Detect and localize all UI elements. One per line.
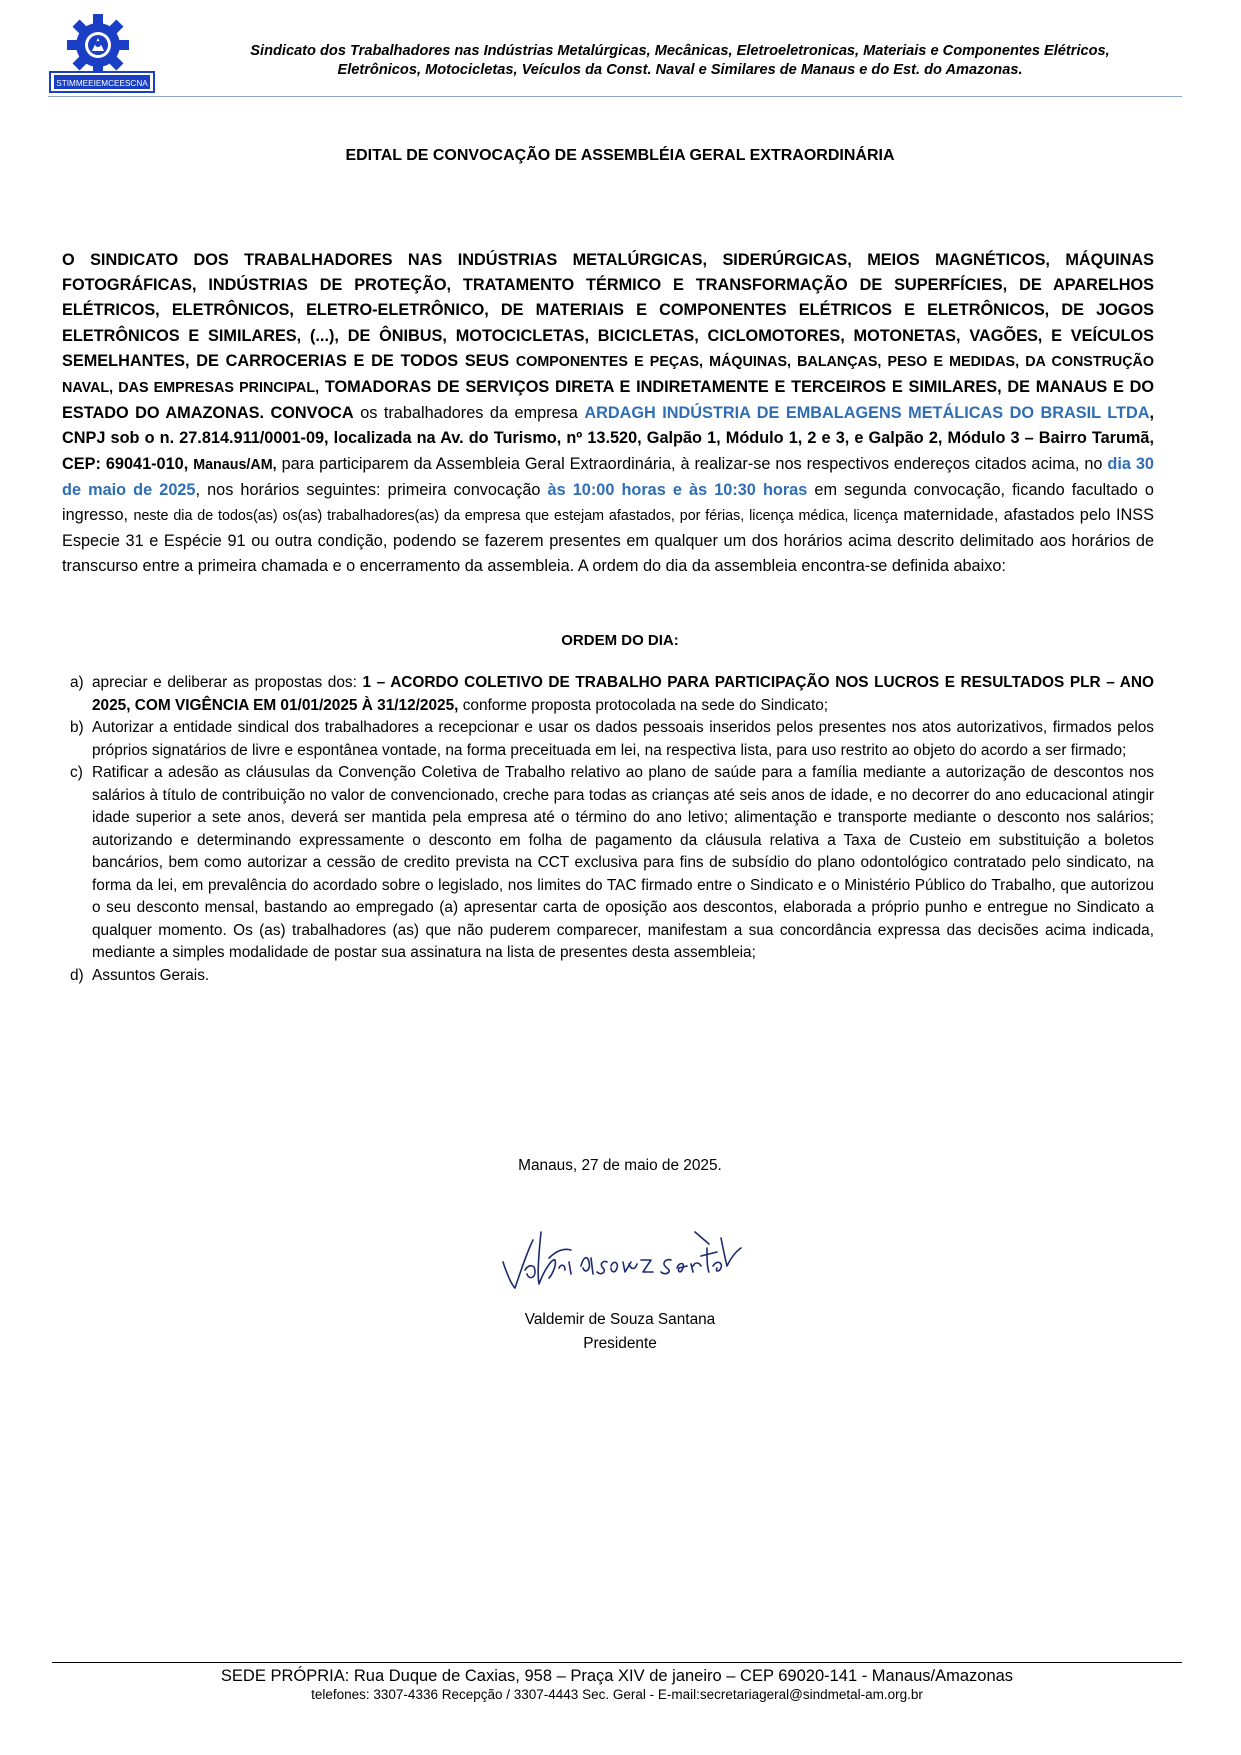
union-name-line1: Sindicato dos Trabalhadores nas Indústrias Metalúrgicas, Mecânicas, Eletroeletronicas, Materiais e Componentes Elétricos, bbox=[250, 43, 1110, 59]
union-gear-logo bbox=[48, 12, 168, 94]
intro-convoca: TOMADORAS DE SERVIÇOS DIRETA E INDIRETAMENTE E TERCEIROS E SIMILARES, DE MANAUS E DO ESTADO DO AMAZONAS. CONVOCA bbox=[62, 378, 1154, 423]
agenda-item-c bbox=[70, 762, 1154, 965]
footer-divider bbox=[52, 1662, 1182, 1663]
footer bbox=[52, 1666, 1182, 1703]
agenda-item-c-text: Ratificar a adesão as cláusulas da Convenção Coletiva de Trabalho relativo ao plano de saúde para a família mediante a autorização de descontos nos salários à título de contribuição no valor de convencionado, creche para todas as crianças até seis anos de idade, e no decorrer do ano educacional atingir idade superior a sete anos, deverá ser mantida pela empresa até o término do ano letivo; alimentação e transporte mediante o desconto nos salários; autorizando e determinando expressamente o desconto em folha de pagamento da cláusula relativa a Taxa de Custeio em substituição a boletos bancários, bem como autorizar a cessão de credito prevista na CCT exclusiva para fins de subsídio do plano odontológico contratado pelo sindicato, na forma da lei, em prevalência do acordado sobre o legislado, nos limites do TAC firmado entre o Sindicato e o Ministério Público do Trabalho, que autorizou o seu desconto mensal, bastando ao empregado (a) apresentar carta de oposição aos descontos, elaborada a próprio punho e entregue no Sindicato a qualquer momento. Os (as) trabalhadores (as) que não puderem comparecer, manifestam a sua concordância expressa das decisões acima indicada, mediante a simples modalidade de postar sua assinatura na lista de presentes desta assembleia; bbox=[92, 764, 1154, 961]
signer-role: Presidente bbox=[583, 1335, 657, 1352]
intro-union-name-small: COMPONENTES E PEÇAS, MÁQUINAS, BALANÇAS, PESO E MEDIDAS, DA CONSTRUÇÃO NAVAL, DAS EMPRESAS PRINCIPAL, bbox=[62, 353, 1154, 397]
document-title: EDITAL DE CONVOCAÇÃO DE ASSEMBLÉIA GERAL EXTRAORDINÁRIA bbox=[345, 147, 895, 164]
agenda-item-b bbox=[70, 717, 1154, 762]
agenda-marker: d) bbox=[70, 966, 84, 984]
footer-address: SEDE PRÓPRIA: Rua Duque de Caxias, 958 – Praça XIV de janeiro – CEP 69020-141 - Manaus/Amazonas bbox=[220, 1667, 1014, 1685]
assembly-hours: às 10:00 horas e às 10:30 horas bbox=[547, 480, 808, 499]
agenda-item-b-text: Autorizar a entidade sindical dos trabalhadores a recepcionar e usar os dados pessoais inseridos pelos presentes nos atos autorizativos, firmados pelos próprios signatários de livre e espontânea vontade, na forma preceituada em lei, na respectiva lista, para uso restrito ao objeto do acordo a ser firmado; bbox=[92, 719, 1154, 759]
logo-text: STIMMEEIEMCEESCNA bbox=[56, 79, 148, 88]
agenda-marker: c) bbox=[70, 764, 83, 781]
agenda-marker: a) bbox=[70, 674, 84, 691]
letterhead bbox=[48, 12, 1182, 96]
intro-union-name: O SINDICATO DOS TRABALHADORES NAS INDÚSTRIAS METALÚRGICAS, SIDERÚRGICAS, MEIOS MAGNÉTICOS, MÁQUINAS FOTOGRÁFICAS, INDÚSTRIAS DE PROTEÇÃO, TRATAMENTO TÉRMICO E TRANSFORMAÇÃO DE SUPERFÍCIES, DE APARELHOS ELÉTRICOS, ELETRÔNICOS, ELETRO-ELETRÔNICO, DE MATERIAIS E COMPONENTES ELÉTRICOS E ELETRÔNICOS, DE JOGOS ELETRÔNICOS E SIMILARES, (...), DE ÔNIBUS, MOTOCICLETAS, BICICLETAS, CICLOMOTORES, MOTONETAS, VAGÕES, E VEÍCULOS SEMELHANTES, DE CARROCERIAS E DE TODOS SEUS bbox=[62, 251, 1154, 370]
handwritten-signature bbox=[495, 1218, 747, 1300]
agenda-item-a-bold: 1 – ACORDO COLETIVO DE TRABALHO PARA PARTICIPAÇÃO NOS LUCROS E RESULTADOS PLR – ANO 2025, COM VIGÊNCIA EM 01/01/2025 À 31/12/2025, bbox=[92, 674, 1154, 714]
signing-date: Manaus, 27 de maio de 2025. bbox=[518, 1157, 722, 1174]
signer-block bbox=[470, 1308, 770, 1356]
agenda-item-d-text: Assuntos Gerais. bbox=[92, 966, 210, 984]
agenda-item-a bbox=[70, 672, 1154, 717]
intro-workers-text: os trabalhadores da empresa bbox=[360, 404, 578, 423]
signer-name: Valdemir de Souza Santana bbox=[524, 1311, 716, 1328]
convocation-paragraph bbox=[62, 248, 1154, 580]
agenda-item-a-text: apreciar e deliberar as propostas dos: bbox=[92, 674, 357, 691]
header-divider bbox=[48, 96, 1182, 97]
agenda-title: ORDEM DO DIA: bbox=[561, 632, 679, 649]
union-name bbox=[180, 42, 1180, 80]
second-call-text: em segunda convocação, ficando facultado o ingresso, bbox=[62, 480, 1154, 525]
agenda-marker: b) bbox=[70, 719, 84, 736]
company-name: ARDAGH INDÚSTRIA DE EMBALAGENS METÁLICAS DO BRASIL LTDA bbox=[584, 404, 1150, 423]
agenda-item-a-text2: conforme proposta protocolada na sede do Sindicato; bbox=[462, 696, 829, 714]
attendance-text: maternidade, afastados pelo INSS Especie 31 e Espécie 91 ou outra condição, podendo se fazerem presentes em qualquer um dos horários acima descrito delimitado aos horários de transcurso entre a primeira chamada e o encerramento da assembleia. A ordem do dia da assembleia encontra-se definida abaixo: bbox=[62, 506, 1154, 576]
company-address: , CNPJ sob o n. 27.814.911/0001-09, localizada na Av. do Turismo, nº 13.520, Galpão 1, Módulo 1, 2 e 3, e Galpão 2, Módulo 3 – Bairro Tarumã, CEP: 69041-010, bbox=[62, 404, 1154, 473]
agenda-item-d bbox=[70, 965, 1154, 988]
attendance-text-small: neste dia de todos(as) os(as) trabalhadores(as) da empresa que estejam afastados, por férias, licença médica, licença bbox=[133, 508, 898, 525]
agenda-list bbox=[70, 672, 1154, 987]
footer-contacts: telefones: 3307-4336 Recepção / 3307-4443 Sec. Geral - E-mail:secretariageral@sindmetal-am.org.br bbox=[311, 1687, 923, 1702]
schedule-text: , nos horários seguintes: primeira convocação bbox=[195, 480, 541, 499]
union-name-line2: Eletrônicos, Motocicletas, Veículos da Const. Naval e Similares de Manaus e do Est. do Amazonas. bbox=[337, 62, 1023, 78]
assembly-date: dia 30 de maio de 2025 bbox=[62, 454, 1154, 499]
assembly-text: para participarem da Assembleia Geral Extraordinária, à realizar-se nos respectivos endereços citados acima, no bbox=[281, 454, 1103, 473]
company-city: Manaus/AM, bbox=[193, 456, 277, 473]
